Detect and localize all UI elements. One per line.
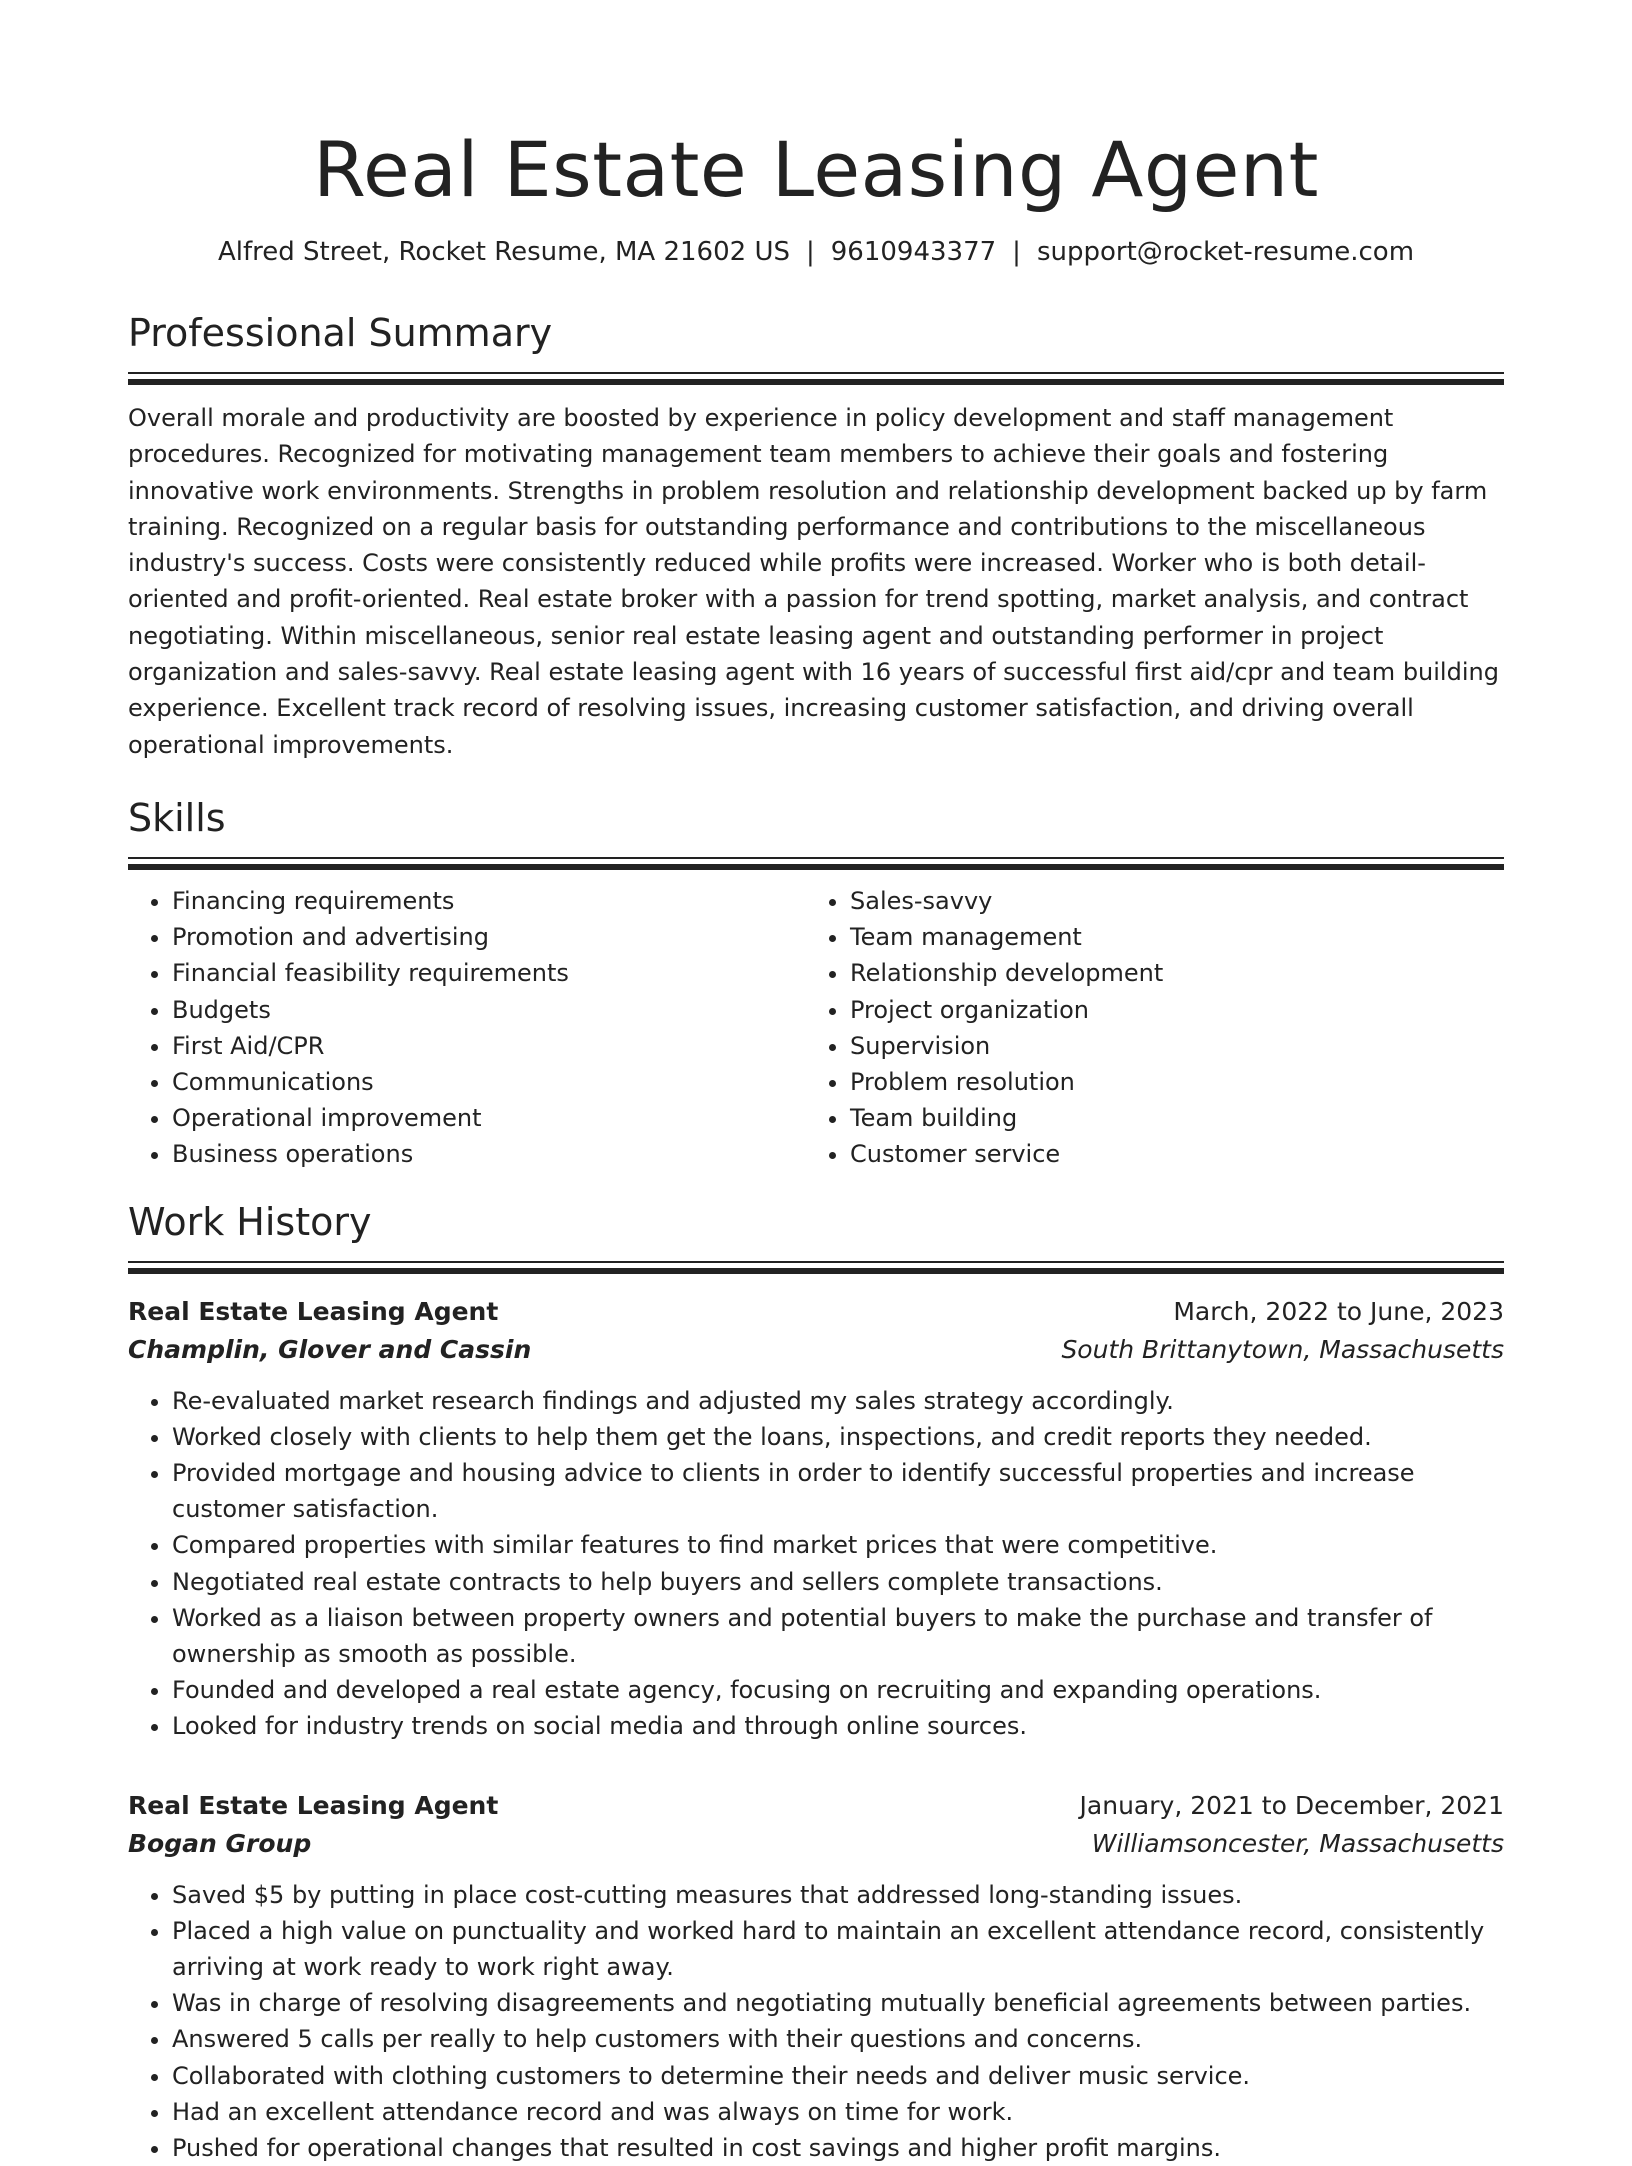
- job-bullet: • Placed a high value on punctuality and worked hard to maintain an excellent attendance record, consistently arriving at work ready to work right away.: [172, 1913, 1504, 1985]
- skills-columns: [128, 883, 1504, 1173]
- skill-item: • Promotion and advertising: [172, 919, 806, 955]
- job-location: Williamsoncester, Massachusetts: [1091, 1828, 1504, 1858]
- skill-item: • Business operations: [172, 1136, 806, 1172]
- skill-item: • Relationship development: [850, 955, 1504, 991]
- job-title: Real Estate Leasing Agent: [128, 1296, 499, 1326]
- skill-item: • Project organization: [850, 992, 1504, 1028]
- job-bullet: • Worked as a liaison between property owners and potential buyers to make the purchase and transfer of ownership as smooth as possible.: [172, 1600, 1504, 1672]
- professional-summary-section: [128, 308, 1504, 763]
- job-company: Champlin, Glover and Cassin: [128, 1334, 532, 1364]
- work-history-section: [128, 1197, 1504, 2166]
- skill-item: • Budgets: [172, 992, 806, 1028]
- skill-item: • Sales-savvy: [850, 883, 1504, 919]
- contact-phone: 9610943377: [830, 237, 997, 267]
- skill-item: • Problem resolution: [850, 1064, 1504, 1100]
- job-company: Bogan Group: [128, 1828, 312, 1858]
- skill-item: • Customer service: [850, 1136, 1504, 1172]
- section-heading-skills: Skills: [128, 795, 226, 840]
- job-bullet: • Re-evaluated market research findings and adjusted my sales strategy accordingly.: [172, 1383, 1504, 1419]
- job-title: Real Estate Leasing Agent: [128, 1790, 499, 1820]
- skill-item: • Operational improvement: [172, 1100, 806, 1136]
- job-bullet: • Negotiated real estate contracts to help buyers and sellers complete transactions.: [172, 1564, 1504, 1600]
- skill-item: • Team management: [850, 919, 1504, 955]
- job-dates: January, 2021 to December, 2021: [1079, 1790, 1504, 1820]
- job-bullet: • Founded and developed a real estate agency, focusing on recruiting and expanding operations.: [172, 1672, 1504, 1708]
- summary-text: Overall morale and productivity are boosted by experience in policy development and staff management procedures. Recognized for motivating management team members to achieve their goals and fostering innovative work environments. Strengths in problem resolution and relationship development backed up by farm training. Recognized on a regular basis for outstanding performance and contributions to the miscellaneous industry's success. Costs were consistently reduced while profits were increased. Worker who is both detail-oriented and profit-oriented. Real estate broker with a passion for trend spotting, market analysis, and contract negotiating. Within miscellaneous, senior real estate leasing agent and outstanding performer in project organization and sales-savvy. Real estate leasing agent with 16 years of successful first aid/cpr and team building experience. Excellent track record of resolving issues, increasing customer satisfaction, and driving overall operational improvements.: [128, 404, 1499, 759]
- resume-title: Real Estate Leasing Agent: [313, 125, 1319, 214]
- contact-separator: |: [805, 237, 815, 267]
- job-header-row: [128, 1787, 1504, 1825]
- job-bullet: • Looked for industry trends on social media and through online sources.: [172, 1708, 1504, 1744]
- job-bullet: • Saved $5 by putting in place cost-cutting measures that addressed long-standing issues.: [172, 1877, 1504, 1913]
- section-heading-summary: Professional Summary: [128, 311, 553, 355]
- job-bullets: [128, 1383, 1504, 1745]
- job-location: South Brittanytown, Massachusetts: [1061, 1334, 1504, 1364]
- skills-section: [128, 793, 1504, 1173]
- contact-separator: |: [1012, 237, 1021, 267]
- job-bullet: • Collaborated with clothing customers to determine their needs and deliver music service.: [172, 2058, 1504, 2094]
- skill-item: • First Aid/CPR: [172, 1028, 806, 1064]
- job-bullet: • Was in charge of resolving disagreements and negotiating mutually beneficial agreements between parties.: [172, 1985, 1504, 2021]
- skills-list-left: [128, 883, 806, 1173]
- section-divider: [128, 372, 1504, 386]
- job-bullet: • Provided mortgage and housing advice to clients in order to identify successful properties and increase customer satisfaction.: [172, 1455, 1504, 1527]
- job-company-row: [128, 1331, 1504, 1369]
- section-divider: [128, 1261, 1504, 1275]
- skill-item: • Communications: [172, 1064, 806, 1100]
- job-bullets: [128, 1877, 1504, 2166]
- contact-address: Alfred Street, Rocket Resume, MA 21602 US: [217, 237, 790, 267]
- job-bullet: • Pushed for operational changes that resulted in cost savings and higher profit margins.: [172, 2130, 1504, 2166]
- contact-email: support@rocket-resume.com: [1036, 237, 1415, 267]
- resume-page: [128, 0, 1504, 2166]
- skill-item: • Supervision: [850, 1028, 1504, 1064]
- job-bullet: • Compared properties with similar features to find market prices that were competitive.: [172, 1527, 1504, 1563]
- job-bullet: • Answered 5 calls per really to help customers with their questions and concerns.: [172, 2021, 1504, 2057]
- job-header-row: [128, 1293, 1504, 1331]
- job-company-row: [128, 1825, 1504, 1863]
- job-dates: March, 2022 to June, 2023: [1173, 1296, 1504, 1326]
- skill-item: • Team building: [850, 1100, 1504, 1136]
- skill-item: • Financial feasibility requirements: [172, 955, 806, 991]
- section-divider: [128, 857, 1504, 871]
- section-heading-work-history: Work History: [128, 1199, 372, 1244]
- skills-list-right: [806, 883, 1504, 1173]
- job-entry: [128, 1293, 1504, 1745]
- job-entry: [128, 1787, 1504, 2166]
- job-bullet: • Had an excellent attendance record and was always on time for work.: [172, 2094, 1504, 2130]
- job-bullet: • Worked closely with clients to help them get the loans, inspections, and credit reports they needed.: [172, 1419, 1504, 1455]
- contact-line: [128, 234, 1504, 270]
- skill-item: • Financing requirements: [172, 883, 806, 919]
